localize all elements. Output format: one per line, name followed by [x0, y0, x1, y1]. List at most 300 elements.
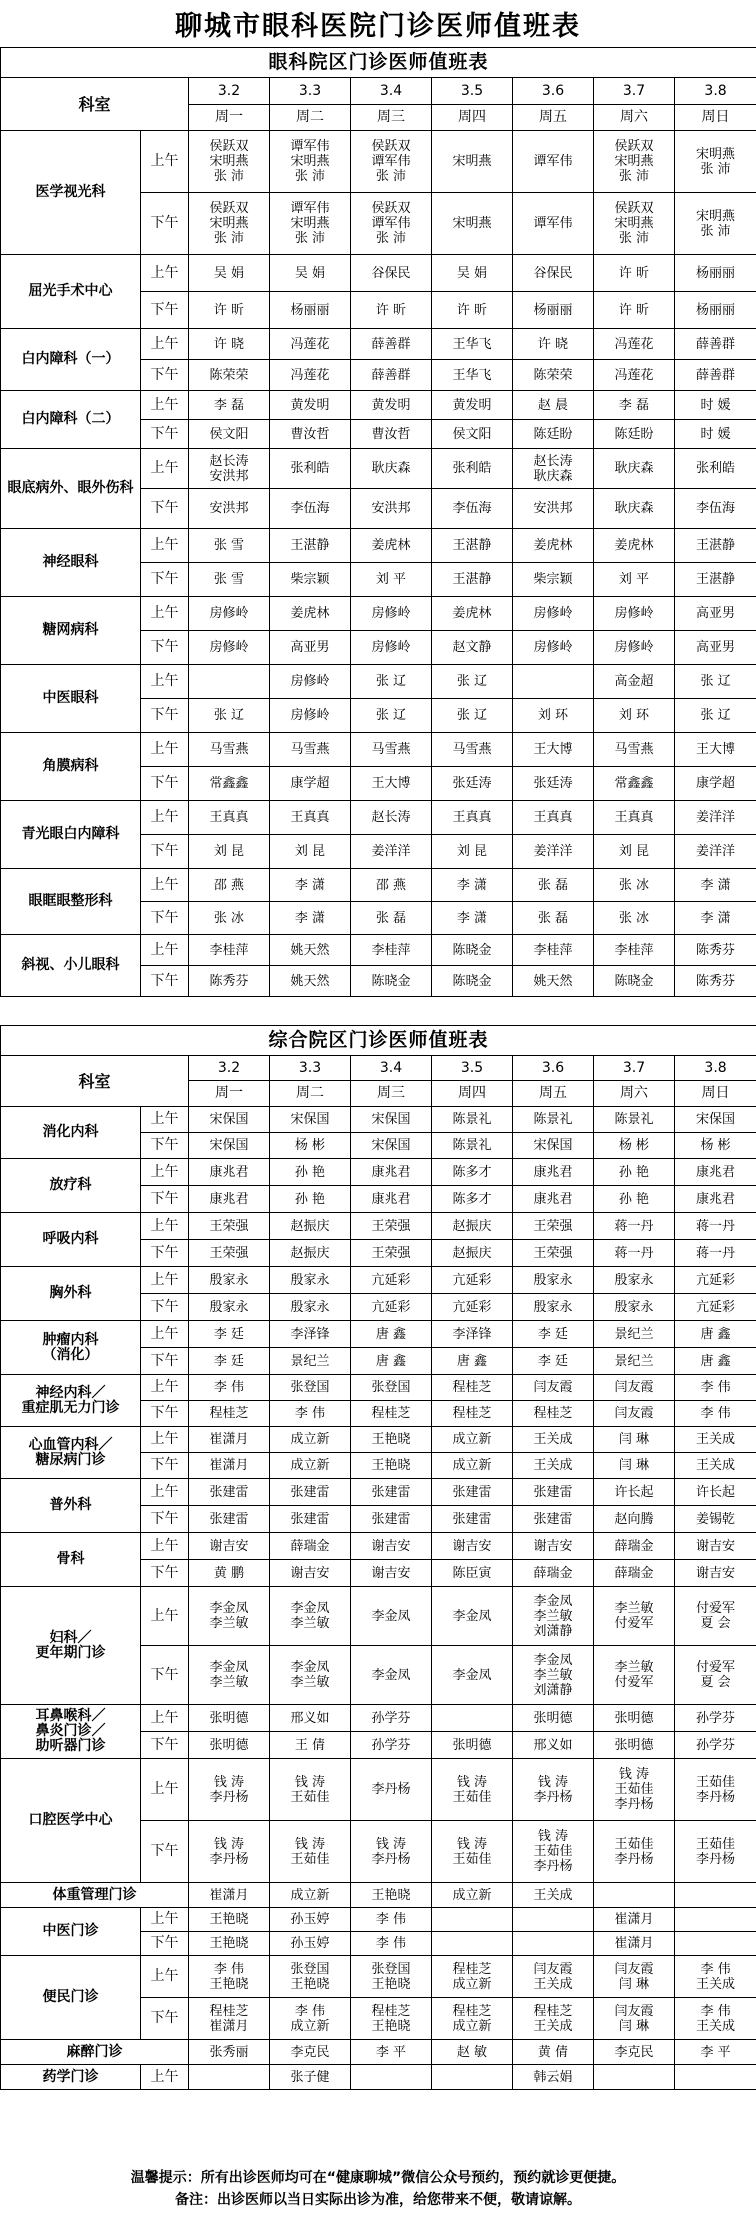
doctor-name: 王茹佳: [452, 1789, 492, 1805]
doctor-name: 李金凤: [452, 1608, 492, 1624]
doctor-name: 谭军伟: [533, 216, 573, 231]
doctor-cell: [270, 1321, 351, 1348]
doctor-name: 时 媛: [700, 426, 731, 442]
doctor-cell: [351, 2065, 432, 2090]
doctor-name: 蒋一丹: [614, 1245, 654, 1261]
footer-remark: 备注：出诊医师以当日实际出诊为准，给您带来不便，敬请谅解。: [175, 2192, 581, 2208]
doctor-name: 赵长涛: [533, 453, 573, 469]
doctor-name: 康兆君: [533, 1191, 573, 1207]
doctor-name: 张 沛: [213, 231, 245, 246]
doctor-name: 张 雪: [213, 572, 245, 587]
doctor-name: 成立新: [290, 1458, 330, 1473]
doctor-name: 李丹杨: [533, 1859, 573, 1874]
doctor-cell: [432, 1267, 513, 1294]
doctor-cell: [189, 1294, 270, 1321]
doctor-cell: [432, 1159, 513, 1186]
doctor-cell: [594, 1759, 675, 1821]
doctor-name: 康兆君: [533, 1164, 573, 1180]
doctor-name: 王关成: [696, 1976, 736, 1992]
doctor-cell: [594, 329, 675, 360]
doctor-cell: [270, 1401, 351, 1427]
doctor-name: 薛善群: [371, 336, 411, 352]
doctor-name: 闫友霞: [533, 1961, 573, 1977]
doctor-cell: [594, 2040, 675, 2065]
department-name-line: 青光眼白内障科: [21, 826, 120, 842]
doctor-name: 王华飞: [452, 336, 492, 352]
doctor-cell: [594, 563, 675, 597]
doctor-cell: [270, 966, 351, 997]
doctor-name: 李 潇: [700, 910, 731, 926]
doctor-name: 薛善群: [696, 367, 736, 383]
doctor-cell: [675, 1427, 756, 1453]
doctor-name: 成立新: [290, 1432, 330, 1447]
doctor-name: 程桂芝: [209, 2003, 249, 2019]
doctor-cell: [513, 1107, 594, 1133]
doctor-name: 陈多才: [452, 1164, 492, 1180]
doctor-cell: [594, 733, 675, 767]
doctor-name: 房修岭: [614, 606, 654, 621]
doctor-cell: [270, 420, 351, 449]
department-name: [1, 529, 141, 597]
date-header: 3.5: [432, 1056, 513, 1081]
doctor-cell: [675, 1908, 756, 1932]
doctor-cell: [594, 801, 675, 835]
doctor-name: 康兆君: [209, 1164, 249, 1180]
doctor-cell: [594, 391, 675, 420]
doctor-cell: [594, 449, 675, 489]
doctor-name: 王关成: [696, 1432, 736, 1447]
doctor-name: 张 沛: [375, 169, 407, 184]
doctor-cell: [432, 1560, 513, 1587]
doctor-name: 薛瑞金: [533, 1565, 573, 1581]
date-header: 3.5: [432, 78, 513, 105]
department-name-line: 胸外科: [49, 1285, 92, 1301]
doctor-name: 李桂萍: [533, 942, 573, 958]
session-label-pm: 下午: [141, 1240, 189, 1267]
doctor-cell: [189, 597, 270, 631]
doctor-name: 王茹佳: [290, 1789, 330, 1805]
doctor-name: 房修岭: [371, 640, 411, 655]
doctor-name: 程桂芝: [371, 2003, 411, 2019]
weekday-header: 周六: [594, 1081, 675, 1107]
doctor-cell: [189, 1821, 270, 1883]
doctor-name: 宋保国: [696, 1112, 736, 1127]
department-name-line: 眼底病外、眼外伤科: [7, 480, 134, 496]
doctor-cell: [594, 1883, 675, 1908]
doctor-cell: [189, 767, 270, 801]
doctor-cell: [432, 597, 513, 631]
doctor-cell: [513, 733, 594, 767]
doctor-cell: [351, 801, 432, 835]
doctor-cell: [432, 1506, 513, 1533]
doctor-name: 谭军伟: [290, 139, 330, 154]
doctor-cell: [675, 733, 756, 767]
doctor-name: 殷家永: [533, 1299, 573, 1315]
doctor-cell: [675, 255, 756, 292]
doctor-cell: [513, 1506, 594, 1533]
doctor-name: 常鑫鑫: [614, 776, 654, 791]
doctor-name: 赵 晨: [537, 397, 569, 413]
doctor-name: 钱 涛: [537, 1829, 569, 1844]
doctor-name: 王茹佳: [614, 1782, 654, 1797]
doctor-cell: [513, 597, 594, 631]
doctor-name: 崔潇月: [209, 1887, 249, 1903]
doctor-name: 闫友霞: [533, 1380, 573, 1395]
doctor-name: 陈景礼: [452, 1112, 492, 1127]
session-label-am: 上午: [141, 1956, 189, 1998]
doctor-cell: [432, 2040, 513, 2065]
doctor-cell: [432, 1932, 513, 1956]
doctor-name: 许 晓: [213, 336, 245, 352]
doctor-name: 侯文阳: [452, 426, 492, 442]
doctor-name: 亢延彩: [696, 1299, 736, 1315]
doctor-cell: [270, 2065, 351, 2090]
doctor-name: 张明德: [209, 1737, 249, 1753]
date-header: 3.6: [513, 78, 594, 105]
doctor-name: 程桂芝: [209, 1406, 249, 1421]
session-label-pm: 下午: [141, 631, 189, 665]
doctor-cell: [270, 529, 351, 563]
page-title: 聊城市眼科医院门诊医师值班表: [175, 11, 581, 42]
doctor-name: 谢吉安: [371, 1538, 411, 1554]
department-name-line: 消化内科: [42, 1124, 99, 1140]
doctor-cell: [351, 1453, 432, 1479]
session-label-pm: 下午: [141, 767, 189, 801]
department-name-line: 重症肌无力门诊: [21, 1399, 120, 1416]
department-name-line: 神经内科／: [35, 1384, 106, 1401]
doctor-cell: [594, 1348, 675, 1375]
department-name: [1, 329, 141, 391]
doctor-cell: [189, 1587, 270, 1646]
doctor-name: 崔潇月: [209, 1432, 249, 1447]
doctor-name: 李丹杨: [614, 1797, 654, 1812]
doctor-name: 王 倩: [294, 1737, 326, 1753]
doctor-cell: [270, 1908, 351, 1932]
doctor-name: 杨丽丽: [290, 302, 330, 318]
doctor-name: 宋明燕: [209, 216, 249, 231]
department-name-line: 助听器门诊: [35, 1738, 106, 1754]
doctor-cell: [351, 1759, 432, 1821]
doctor-name: 赵长涛: [209, 453, 249, 469]
doctor-name: 闫 琳: [618, 2018, 650, 2034]
doctor-cell: [513, 902, 594, 935]
doctor-name: 李金凤: [209, 1660, 249, 1675]
doctor-cell: [594, 1321, 675, 1348]
doctor-cell: [513, 1186, 594, 1213]
doctor-name: 王关成: [696, 1458, 736, 1473]
doctor-cell: [189, 1375, 270, 1401]
doctor-cell: [270, 489, 351, 529]
doctor-name: 钱 涛: [213, 1836, 245, 1852]
doctor-cell: [270, 1159, 351, 1186]
session-label-pm: 下午: [141, 1560, 189, 1587]
doctor-name: 亢延彩: [452, 1272, 492, 1288]
column-header-department: 科室: [1, 1056, 189, 1107]
doctor-cell: [594, 1159, 675, 1186]
doctor-cell: [675, 1401, 756, 1427]
department-name-line: 耳鼻喉科／: [35, 1708, 106, 1724]
doctor-name: 陈晓金: [614, 973, 654, 989]
doctor-cell: [189, 1732, 270, 1759]
doctor-name: 张子健: [290, 2069, 330, 2085]
doctor-cell: [513, 2065, 594, 2090]
doctor-name: 耿庆森: [614, 501, 654, 516]
session-label-am: 上午: [141, 529, 189, 563]
doctor-name: 孙玉婷: [290, 1936, 330, 1951]
doctor-name: 张 冰: [618, 910, 650, 926]
doctor-name: 侯跃双: [209, 201, 249, 216]
doctor-cell: [513, 449, 594, 489]
doctor-cell: [432, 1294, 513, 1321]
doctor-name: 康兆君: [209, 1191, 249, 1207]
doctor-name: 夏 会: [700, 1616, 731, 1631]
doctor-name: 耿庆森: [533, 468, 573, 484]
doctor-cell: [594, 699, 675, 733]
doctor-cell: [351, 1159, 432, 1186]
doctor-cell: [351, 1294, 432, 1321]
doctor-cell: [594, 2065, 675, 2090]
doctor-cell: [432, 1533, 513, 1560]
doctor-name: 殷家永: [290, 1272, 330, 1288]
doctor-name: 姜虎林: [533, 538, 573, 553]
doctor-name: 刘 环: [618, 708, 650, 723]
doctor-name: 王茹佳: [533, 1844, 573, 1859]
doctor-cell: [513, 767, 594, 801]
doctor-cell: [432, 1240, 513, 1267]
doctor-name: 王艳晓: [371, 2018, 411, 2034]
doctor-name: 孙学芬: [696, 1737, 736, 1753]
doctor-name: 高亚男: [696, 606, 736, 621]
doctor-name: 许 晓: [537, 336, 569, 352]
doctor-cell: [432, 1732, 513, 1759]
doctor-cell: [270, 1133, 351, 1159]
doctor-cell: [351, 449, 432, 489]
doctor-cell: [594, 631, 675, 665]
doctor-name: 张明德: [614, 1710, 654, 1726]
session-label-am: 上午: [141, 1427, 189, 1453]
doctor-cell: [432, 1479, 513, 1506]
doctor-name: 张 沛: [294, 231, 326, 246]
department-name-line: 心血管内科／: [28, 1436, 113, 1453]
weekday-header: 周一: [189, 105, 270, 131]
department-name-line: 药学门诊: [42, 2068, 99, 2085]
session-label-pm: 下午: [141, 1133, 189, 1159]
doctor-cell: [270, 360, 351, 391]
doctor-cell: [189, 193, 270, 255]
doctor-cell: [270, 1240, 351, 1267]
doctor-cell: [675, 1107, 756, 1133]
doctor-cell: [513, 801, 594, 835]
doctor-cell: [675, 1998, 756, 2040]
department-name-line: 屈光手术中心: [28, 283, 113, 299]
department-name-line: 中医门诊: [42, 1923, 99, 1939]
doctor-name: 谭军伟: [371, 154, 411, 169]
doctor-name: 唐 鑫: [375, 1353, 407, 1369]
doctor-cell: [513, 1453, 594, 1479]
doctor-cell: [594, 1107, 675, 1133]
doctor-name: 康兆君: [696, 1191, 736, 1207]
doctor-cell: [351, 420, 432, 449]
doctor-cell: [351, 193, 432, 255]
weekday-header: 周五: [513, 1081, 594, 1107]
doctor-name: 李兰敏: [209, 1616, 249, 1631]
doctor-cell: [351, 869, 432, 902]
doctor-name: 陈秀芬: [696, 942, 736, 958]
doctor-name: 王真真: [533, 810, 573, 825]
doctor-cell: [189, 1213, 270, 1240]
doctor-cell: [513, 869, 594, 902]
session-label-pm: 下午: [141, 966, 189, 997]
doctor-cell: [351, 1267, 432, 1294]
doctor-cell: [675, 1646, 756, 1705]
doctor-cell: [594, 966, 675, 997]
doctor-cell: [189, 2040, 270, 2065]
doctor-cell: [675, 1732, 756, 1759]
session-label-am: 上午: [141, 131, 189, 193]
doctor-name: 许 昕: [618, 302, 650, 318]
doctor-name: 谷保民: [371, 265, 411, 281]
doctor-name: 宋明燕: [290, 216, 330, 231]
doctor-cell: [351, 131, 432, 193]
doctor-name: 王真真: [452, 810, 492, 825]
doctor-cell: [270, 1560, 351, 1587]
department-name: [1, 1375, 141, 1427]
date-header: 3.4: [351, 1056, 432, 1081]
doctor-name: 张廷涛: [452, 776, 492, 791]
doctor-cell: [351, 665, 432, 699]
doctor-name: 王大博: [371, 776, 411, 791]
doctor-cell: [270, 631, 351, 665]
doctor-cell: [351, 631, 432, 665]
doctor-cell: [513, 1294, 594, 1321]
doctor-name: 马雪燕: [209, 742, 249, 757]
doctor-cell: [432, 193, 513, 255]
doctor-cell: [675, 1560, 756, 1587]
doctor-cell: [351, 1932, 432, 1956]
department-name: [1, 1883, 189, 1908]
doctor-cell: [189, 1159, 270, 1186]
doctor-name: 陈景礼: [452, 1138, 492, 1153]
doctor-name: 宋明燕: [452, 154, 492, 169]
doctor-cell: [675, 1932, 756, 1956]
doctor-cell: [270, 1956, 351, 1998]
session-label-am: 上午: [141, 2065, 189, 2090]
doctor-name: 成立新: [452, 1887, 492, 1903]
doctor-cell: [675, 902, 756, 935]
doctor-cell: [189, 1759, 270, 1821]
doctor-name: 许 昕: [456, 302, 488, 318]
doctor-cell: [189, 1533, 270, 1560]
weekday-header: 周六: [594, 105, 675, 131]
doctor-cell: [432, 767, 513, 801]
doctor-cell: [189, 329, 270, 360]
doctor-name: 李 潇: [294, 877, 326, 893]
schedule-table: [0, 1025, 756, 2090]
doctor-name: 冯莲花: [614, 336, 654, 352]
session-label-am: 上午: [141, 449, 189, 489]
doctor-cell: [513, 1159, 594, 1186]
doctor-cell: [513, 1705, 594, 1732]
session-label-am: 上午: [141, 255, 189, 292]
doctor-name: 李 伟: [700, 2003, 731, 2019]
doctor-cell: [432, 420, 513, 449]
doctor-name: 王荣强: [533, 1218, 573, 1234]
doctor-name: 冯莲花: [290, 367, 330, 383]
doctor-cell: [189, 1560, 270, 1587]
department-name-line: 糖尿病门诊: [35, 1451, 106, 1468]
department-name: [1, 1159, 141, 1213]
doctor-cell: [675, 2065, 756, 2090]
doctor-name: 安洪邦: [371, 501, 411, 516]
department-name-line: 麻醉门诊: [66, 2043, 123, 2060]
date-header: 3.2: [189, 1056, 270, 1081]
doctor-cell: [351, 1705, 432, 1732]
doctor-name: 李 潇: [294, 910, 326, 926]
doctor-cell: [189, 131, 270, 193]
doctor-name: 王艳晓: [371, 1976, 411, 1992]
doctor-cell: [432, 1375, 513, 1401]
doctor-name: 李金凤: [290, 1601, 330, 1616]
doctor-cell: [432, 665, 513, 699]
department-name: [1, 1321, 141, 1375]
doctor-cell: [351, 1321, 432, 1348]
doctor-cell: [270, 1213, 351, 1240]
department-name: [1, 935, 141, 997]
doctor-cell: [594, 1375, 675, 1401]
doctor-cell: [189, 631, 270, 665]
doctor-name: 李 伟: [213, 1380, 245, 1395]
doctor-name: 张 沛: [618, 169, 650, 184]
doctor-cell: [351, 835, 432, 869]
doctor-cell: [351, 597, 432, 631]
doctor-name: 程桂芝: [452, 1406, 492, 1421]
doctor-cell: [594, 292, 675, 329]
doctor-name: 姜虎林: [614, 538, 654, 553]
doctor-cell: [432, 835, 513, 869]
doctor-name: 刘潇静: [533, 1682, 573, 1698]
date-header: 3.6: [513, 1056, 594, 1081]
doctor-name: 陈廷盼: [533, 426, 573, 442]
doctor-name: 姜洋洋: [533, 844, 573, 859]
doctor-name: 李金凤: [533, 1593, 573, 1609]
doctor-name: 韩云娟: [533, 2069, 573, 2085]
doctor-name: 安洪邦: [209, 501, 249, 516]
doctor-cell: [189, 1932, 270, 1956]
doctor-name: 谢吉安: [452, 1538, 492, 1554]
doctor-cell: [675, 1348, 756, 1375]
footer-notes: [0, 2167, 756, 2215]
department-name: [1, 449, 141, 529]
doctor-cell: [270, 391, 351, 420]
weekday-header: 周二: [270, 105, 351, 131]
doctor-name: 薛瑞金: [614, 1538, 654, 1554]
doctor-name: 王真真: [614, 810, 654, 825]
weekday-header: 周一: [189, 1081, 270, 1107]
doctor-cell: [675, 1159, 756, 1186]
doctor-cell: [351, 1427, 432, 1453]
doctor-name: 李丹杨: [696, 1851, 736, 1867]
doctor-name: 陈景礼: [614, 1112, 654, 1127]
session-label-am: 上午: [141, 1213, 189, 1240]
doctor-name: 陈晓金: [452, 942, 492, 958]
doctor-name: 谢吉安: [371, 1565, 411, 1581]
doctor-name: 张 辽: [700, 674, 731, 689]
doctor-name: 房修岭: [533, 640, 573, 655]
session-label-pm: 下午: [141, 563, 189, 597]
session-label-pm: 下午: [141, 489, 189, 529]
doctor-name: 侯跃双: [614, 201, 654, 216]
doctor-cell: [432, 329, 513, 360]
